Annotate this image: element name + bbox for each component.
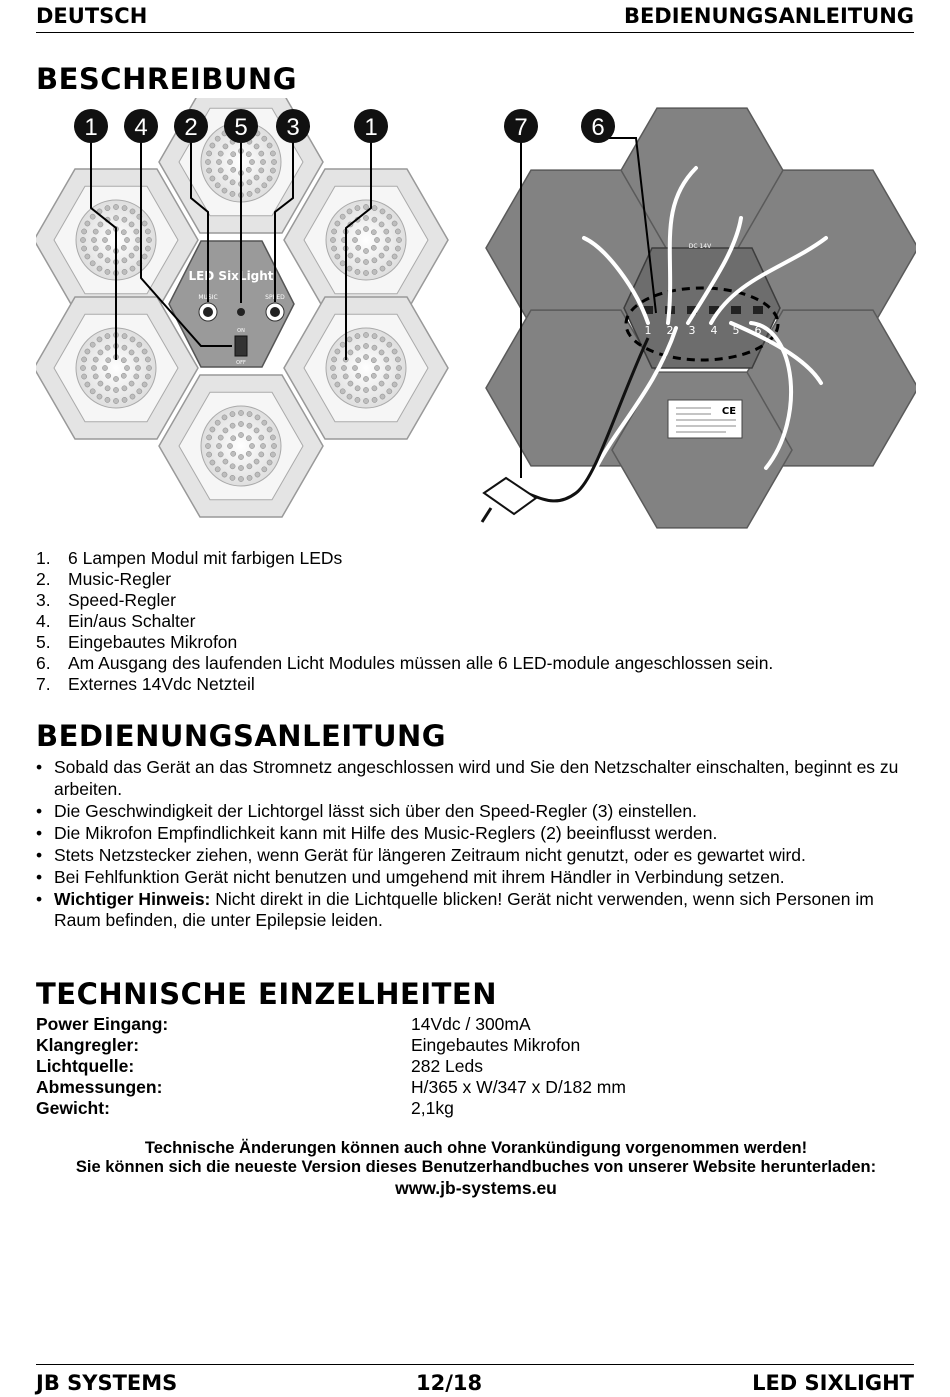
operation-item: • Die Geschwindigkeit der Lichtorgel lässt sich über den Speed-Regler (3) einstellen.	[36, 801, 916, 823]
lamp-module	[284, 297, 448, 439]
spec-row: Abmessungen: H/365 x W/347 x D/182 mm	[36, 1077, 626, 1097]
dc-input-label: DC 14V	[688, 243, 712, 250]
front-callout	[354, 109, 388, 143]
device-logo: LED SixLight	[188, 269, 274, 283]
svg-text:5: 5	[234, 114, 248, 141]
description-item: 2. Music-Regler	[36, 569, 172, 589]
page-number: 12/18	[416, 1371, 483, 1395]
port-number: 1	[644, 324, 652, 337]
operation-item: • Wichtiger Hinweis: Nicht direkt in die Lichtquelle blicken! Gerät nicht verwenden, wenn sich Personen im Raum befinden, die unter Epilepsie leiden.	[36, 889, 916, 932]
speed-knob-label: SPEED	[265, 294, 285, 301]
port-number: 5	[732, 324, 740, 337]
svg-text:1: 1	[364, 114, 378, 141]
ce-mark: CE	[721, 406, 737, 417]
power-adapter	[482, 478, 536, 522]
website-link[interactable]: www.jb-systems.eu	[395, 1178, 557, 1198]
footer-brand: JB SYSTEMS	[36, 1371, 178, 1395]
port-number: 2	[666, 324, 674, 337]
operation-item: • Bei Fehlfunktion Gerät nicht benutzen und umgehend mit ihrem Händler in Verbindung setzen.	[36, 867, 916, 889]
front-callout	[74, 109, 108, 143]
spec-row: Power Eingang: 14Vdc / 300mA	[36, 1014, 531, 1034]
back-view	[482, 108, 916, 528]
front-callout	[124, 109, 158, 143]
music-knob-label: MUSIC	[198, 294, 218, 301]
page-header	[36, 4, 914, 33]
operation-item: • Die Mikrofon Empfindlichkeit kann mit Hilfe des Music-Reglers (2) beeinflusst werden.	[36, 823, 916, 845]
front-view	[36, 98, 448, 517]
download-notice: Sie können sich die neueste Version dieses Benutzerhandbuches von unserer Website herunterladen:	[75, 1158, 877, 1176]
svg-text:2: 2	[184, 114, 198, 141]
spec-row: Gewicht: 2,1kg	[36, 1098, 454, 1118]
port-number: 3	[688, 324, 696, 337]
svg-text:4: 4	[134, 114, 148, 141]
led-port	[731, 306, 741, 314]
description-item: 6. Am Ausgang des laufenden Licht Modules müssen alle 6 LED-module angeschlossen sein.	[36, 653, 774, 673]
switch-off-label: OFF	[236, 360, 246, 366]
operation-item: • Sobald das Gerät an das Stromnetz angeschlossen wird und Sie den Netzschalter einschalten, beginnt es zu arbeiten.	[36, 757, 916, 800]
svg-text:1: 1	[84, 114, 98, 141]
switch-on-label: ON	[237, 328, 245, 334]
port-number: 4	[710, 324, 718, 337]
svg-text:3: 3	[286, 114, 300, 141]
lamp-module	[159, 375, 323, 517]
section-title-technical: TECHNISCHE EINZELHEITEN	[36, 977, 497, 1011]
section-title-description: BESCHREIBUNG	[36, 62, 298, 96]
operation-list	[36, 757, 916, 932]
description-item: 1. 6 Lampen Modul mit farbigen LEDs	[36, 548, 343, 568]
svg-text:6: 6	[591, 114, 605, 141]
back-callout	[504, 109, 538, 143]
device-figure	[36, 98, 916, 530]
lamp-module	[284, 169, 448, 311]
power-switch	[235, 336, 247, 356]
description-item: 4. Ein/aus Schalter	[36, 611, 196, 631]
front-callout	[276, 109, 310, 143]
back-callout	[581, 109, 615, 143]
port-number: 6	[754, 324, 762, 337]
front-callout	[224, 109, 258, 143]
change-notice: Technische Änderungen können auch ohne Vorankündigung vorgenommen werden!	[144, 1139, 808, 1157]
description-item: 3. Speed-Regler	[36, 590, 176, 610]
header-language: DEUTSCH	[36, 4, 148, 28]
microphone	[237, 308, 245, 316]
header-manual-title: BEDIENUNGSANLEITUNG	[623, 4, 914, 28]
section-title-operation: BEDIENUNGSANLEITUNG	[36, 719, 447, 753]
front-callout	[174, 109, 208, 143]
spec-table	[36, 1014, 736, 1119]
description-list	[36, 548, 773, 695]
spec-row: Klangregler: Eingebautes Mikrofon	[36, 1035, 581, 1055]
page-footer	[36, 1364, 914, 1395]
description-item: 5. Eingebautes Mikrofon	[36, 632, 238, 652]
footer-product: LED SIXLIGHT	[752, 1371, 914, 1395]
description-item: 7. Externes 14Vdc Netzteil	[36, 674, 255, 694]
svg-text:7: 7	[514, 114, 528, 141]
operation-item: • Stets Netzstecker ziehen, wenn Gerät für längeren Zeitraum nicht genutzt, oder es gewartet wird.	[36, 845, 916, 867]
spec-row: Lichtquelle: 282 Leds	[36, 1056, 484, 1076]
led-port	[753, 306, 763, 314]
